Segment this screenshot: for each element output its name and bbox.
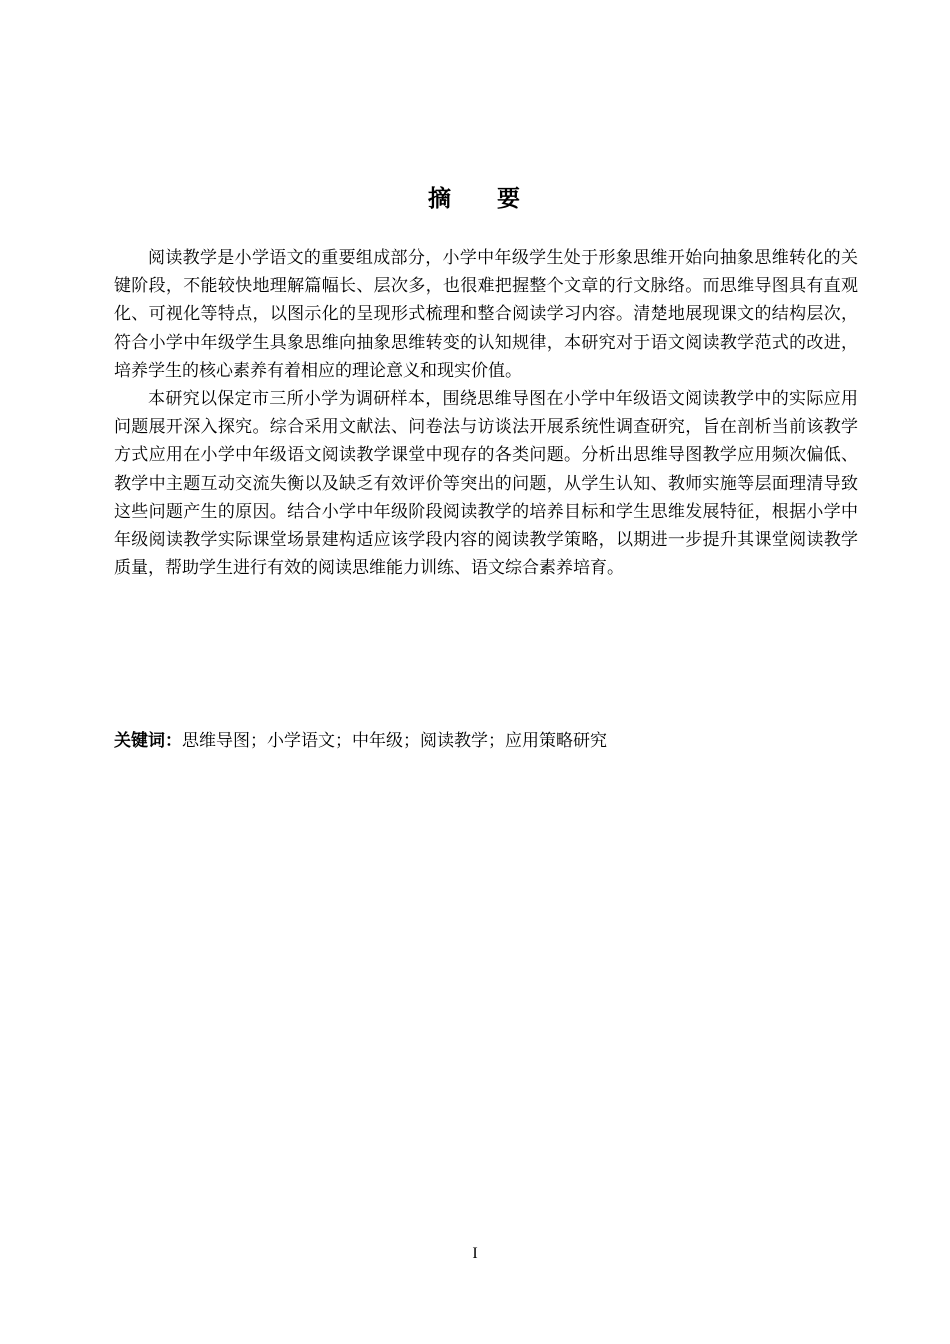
keywords-label: 关键词：	[114, 731, 182, 751]
keywords-line	[114, 727, 858, 755]
heading-char-2: 要	[497, 186, 522, 212]
abstract-heading	[0, 180, 950, 213]
abstract-body	[114, 244, 858, 582]
abstract-paragraph-1: 阅读教学是小学语文的重要组成部分，小学中年级学生处于形象思维开始向抽象思维转化的关键阶段，不能较快地理解篇幅长、层次多，也很难把握整个文章的行文脉络。而思维导图具有直观化、可视化等特点，以图示化的呈现形式梳理和整合阅读学习内容。清楚地展现课文的结构层次，符合小学中年级学生具象思维向抽象思维转变的认知规律，本研究对于语文阅读教学范式的改进，培养学生的核心素养有着相应的理论意义和现实价值。	[114, 248, 858, 381]
abstract-paragraph-2: 本研究以保定市三所小学为调研样本，围绕思维导图在小学中年级语文阅读教学中的实际应用问题展开深入探究。综合采用文献法、问卷法与访谈法开展系统性调查研究，旨在剖析当前该教学方式应用在小学中年级语文阅读教学课堂中现存的各类问题。分析出思维导图教学应用频次偏低、教学中主题互动交流失衡以及缺乏有效评价等突出的问题，从学生认知、教师实施等层面理清导致这些问题产生的原因。结合小学中年级阶段阅读教学的培养目标和学生思维发展特征，根据小学中年级阅读教学实际课堂场景建构适应该学段内容的阅读教学策略，以期进一步提升其课堂阅读教学质量，帮助学生进行有效的阅读思维能力训练、语文综合素养培育。	[114, 389, 858, 579]
page-number: I	[472, 1245, 478, 1262]
keywords-text: 思维导图；小学语文；中年级；阅读教学；应用策略研究	[182, 731, 607, 751]
heading-char-1: 摘	[428, 186, 453, 212]
